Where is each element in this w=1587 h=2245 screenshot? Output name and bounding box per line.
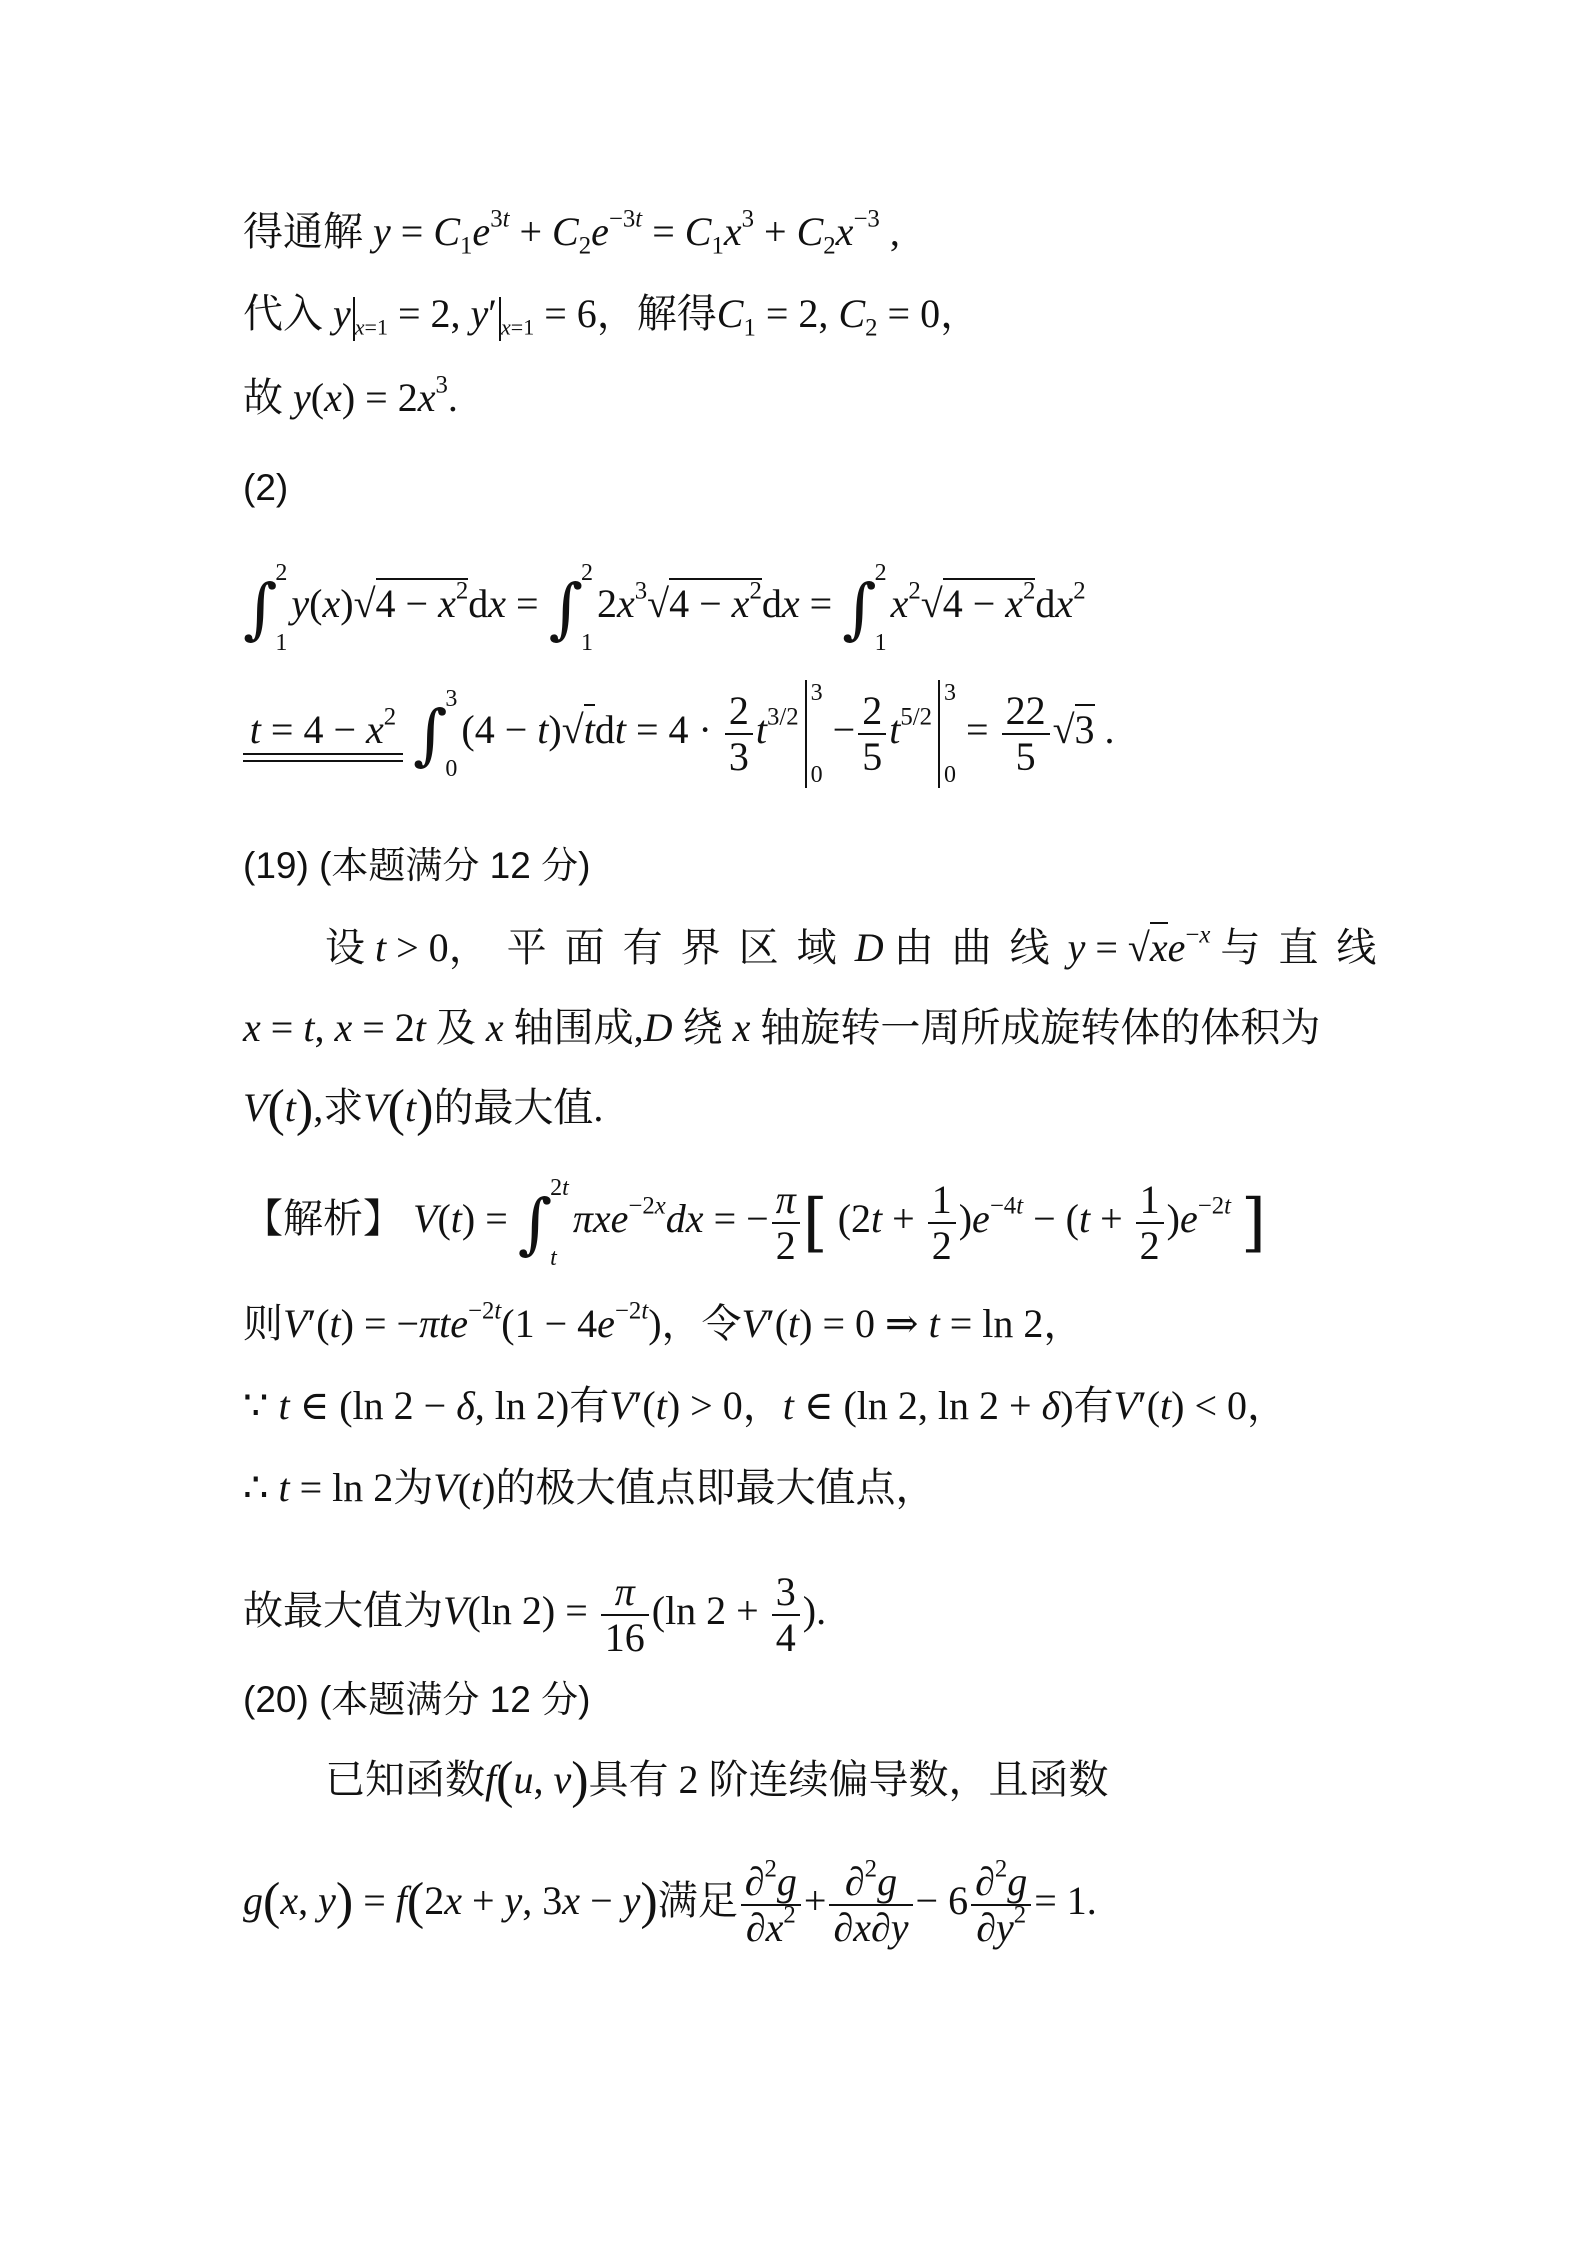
general-solution-line: 得通解 $y = C_1e^{3t} + C_2e^{-3t} = C_1x^3 + C_2x^{-3}$ , <box>243 205 900 260</box>
question-20-line-1: 已知函数f(u, v)具有 2 阶连续偏导数，且函数 <box>325 1752 1109 1809</box>
text: 及 <box>435 1005 476 1050</box>
text: 为 <box>393 1465 434 1510</box>
text: 由曲线 <box>893 925 1068 970</box>
text: 则 <box>243 1301 283 1346</box>
integral-line-1: ∫ 2 1 $y(x)√4 - x^2dx$ = ∫ 2 1 $2x^3√4 - x^2dx$ = ∫ 2 1 $x^2√4 - x^2dx^2$ <box>243 560 1086 656</box>
question-20-header: (20) (本题满分 12 分) <box>243 1679 591 1720</box>
solution-line: 【解析】 V(t) = ∫ 2t t πxe$^{-2x}$dx = − $\frac{\pi}{2}$ [ (2t + $\frac{1}{2}$ )$e^{-4t} - (t$ + $\frac{1}{2}$ )$e^{-2t}$ ] <box>243 1175 1267 1271</box>
question-20-line-2: g(x, y) = f(2x + y, 3x − y)满足 $\frac{\partial^2g}{\partial x^2}$ + $\frac{\partial^2g}{\partial x\partial y}$ − 6 $\frac{\partial^2g}{\partial y^2}$ = 1. <box>243 1855 1097 1950</box>
text: 与直线 <box>1220 925 1395 970</box>
text: 具有 2 阶连续偏导数，且函数 <box>588 1757 1109 1802</box>
question-19-line-1: 设 t > 0，平面有界区域D 由曲线$y = √xe^{-x}$ 与直线 <box>325 921 1395 970</box>
text: 设 <box>325 925 365 970</box>
text: ， <box>742 1383 783 1428</box>
text: 故 <box>243 375 283 420</box>
text: 的极大值点即最大值点， <box>495 1465 936 1510</box>
text: ， <box>1247 1383 1288 1428</box>
derivative-line: 则$V'(t) = -\pi te^{-2t}(1 - 4e^{-2t})$，令V′(t) = 0 ⇒ t = ln 2， <box>243 1297 1084 1346</box>
text: ，平面有界区域 <box>448 925 855 970</box>
result-line: 故 $y(x) = 2x^3$. <box>243 371 458 420</box>
integral-line-2: $t = 4 - x^2$ ∫ 3 0 (4 − t)√tdt = 4 · $\frac{2}{3}$ $t^{3/2}$ 3 0 − $\frac{2}{5}$ $t^{5/2}$ 3 0 = $\frac{22}{5}$ √3 . <box>243 680 1115 788</box>
text: ,求 <box>313 1085 364 1130</box>
initial-condition-line: 代入 y $_{x=1}$ = 2, y′ $_{x=1}$ = 6，解得$C_1 = 2$, $C_2 = 0$， <box>243 291 981 342</box>
question-19-line-3: V(t),求V(t)的最大值. <box>243 1080 604 1137</box>
solution-label: 【解析】 <box>243 1196 403 1242</box>
text: 代入 <box>243 291 323 336</box>
therefore-line: ∴ t = ln 2为V(t)的极大值点即最大值点， <box>243 1465 936 1510</box>
text: 满足 <box>657 1878 738 1924</box>
text: ， <box>940 291 981 336</box>
text: 轴围成, <box>513 1005 644 1050</box>
text: 有 <box>569 1383 610 1428</box>
question-19-header: (19) (本题满分 12 分) <box>243 845 591 886</box>
part-2-label: (2) <box>243 467 289 508</box>
because-line: ∵ t ∈ (ln 2 − δ, ln 2)有V′(t) > 0，t ∈ (ln 2, ln 2 + δ)有V′(t) < 0， <box>243 1383 1288 1428</box>
text: ，解得 <box>596 291 717 336</box>
text: ，令 <box>661 1301 742 1346</box>
text: 有 <box>1073 1383 1114 1428</box>
text: 故最大值为 <box>243 1588 443 1634</box>
question-19-line-2: x = t, x = 2t 及 x 轴围成,D 绕 x 轴旋转一周所成旋转体的体积为 <box>243 1005 1321 1050</box>
text: 得通解 <box>243 209 363 254</box>
text: 的最大值. <box>433 1085 604 1130</box>
text: 轴旋转一周所成旋转体的体积为 <box>760 1005 1321 1050</box>
text: 绕 <box>682 1005 723 1050</box>
text: 已知函数 <box>325 1757 485 1802</box>
maximum-value-line: 故最大值为V(ln 2) = $\frac{\pi}{16}$ (ln 2 + $\frac{3}{4}$ ). <box>243 1569 827 1660</box>
text: ， <box>1043 1301 1084 1346</box>
